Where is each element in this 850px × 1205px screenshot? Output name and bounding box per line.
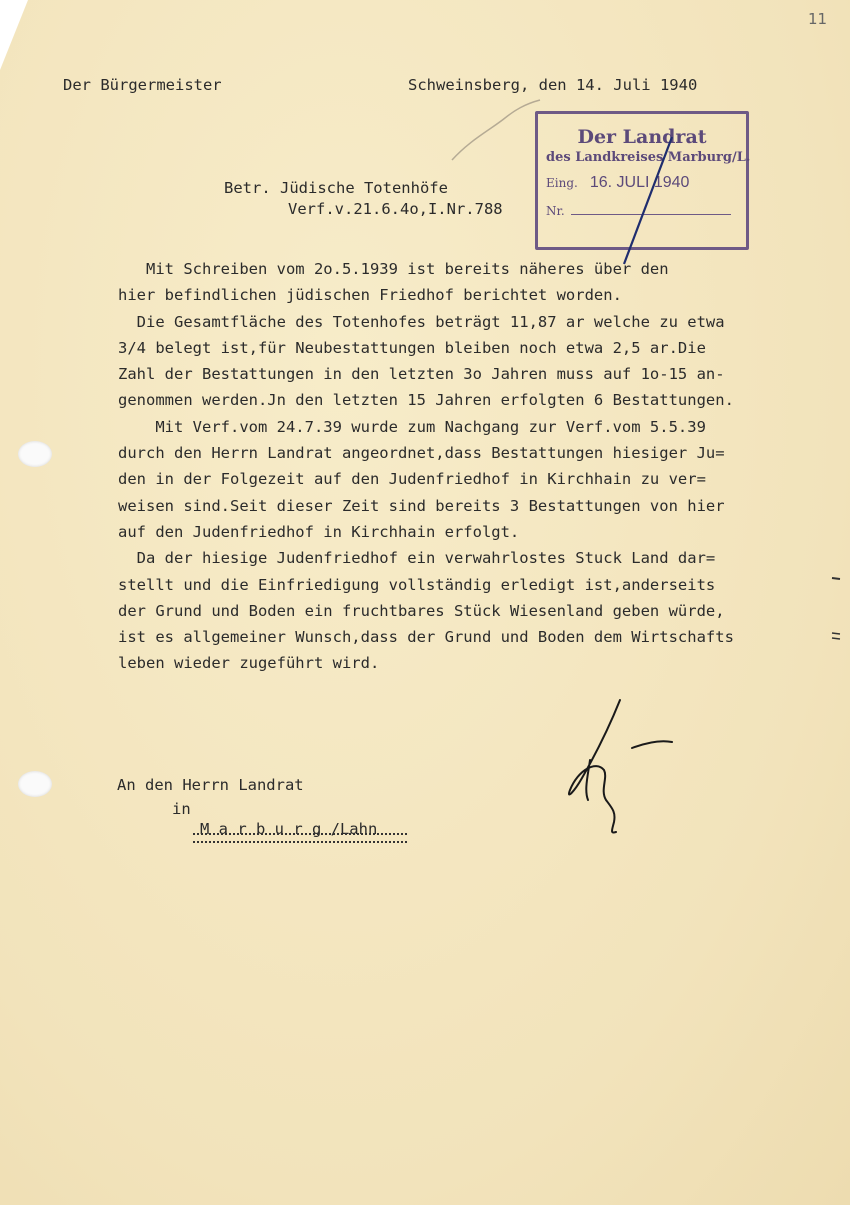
body-line: Mit Schreiben vom 2o.5.1939 ist bereits näheres über den bbox=[118, 260, 669, 278]
subject: Betr. Jüdische Totenhöfe bbox=[224, 179, 448, 197]
body-line: durch den Herrn Landrat angeordnet,dass Bestattungen hiesiger Ju= bbox=[118, 444, 725, 463]
recipient-line-1: An den Herrn Landrat bbox=[117, 776, 304, 794]
stamp-label-nr: Nr. bbox=[546, 204, 565, 218]
body-line: Mit Verf.vom 24.7.39 wurde zum Nachgang zur Verf.vom 5.5.39 bbox=[118, 417, 706, 436]
body-line: Da der hiesige Judenfriedhof ein verwahrlostes Stuck Land dar= bbox=[118, 549, 716, 568]
body-line: Zahl der Bestattungen in den letzten 3o Jahren muss auf 1o-15 an- bbox=[118, 365, 725, 384]
body-line: den in der Folgezeit auf den Judenfriedhof in Kirchhain zu ver= bbox=[118, 470, 706, 489]
stamp-title: Der Landrat bbox=[577, 126, 707, 148]
ink-slash bbox=[624, 137, 672, 264]
recipient-line-2: in bbox=[172, 800, 191, 818]
body-line: der Grund und Boden ein fruchtbares Stück Wiesenland geben würde, bbox=[118, 601, 725, 620]
body-line: genommen werden.Jn den letzten 15 Jahren erfolgten 6 Bestattungen. bbox=[118, 391, 734, 410]
pencil-scribble bbox=[452, 100, 540, 160]
stamp-date: 16. JULI 1940 bbox=[589, 174, 690, 191]
signature-icon bbox=[569, 700, 672, 833]
place-date: Schweinsberg, den 14. Juli 1940 bbox=[408, 76, 698, 94]
body-line: weisen sind.Seit dieser Zeit sind bereits 3 Bestattungen von hier bbox=[118, 496, 725, 515]
recipient-line-3: M a r b u r g /Lahn bbox=[200, 820, 378, 838]
body-line: ist es allgemeiner Wunsch,dass der Grund und Boden dem Wirtschafts bbox=[118, 628, 734, 647]
body-line: Die Gesamtfläche des Totenhofes beträgt 11,87 ar welche zu etwa bbox=[118, 312, 725, 331]
body-line: leben wieder zugeführt wird. bbox=[118, 654, 380, 673]
sender: Der Bürgermeister bbox=[63, 76, 222, 94]
page-number: 11 bbox=[808, 10, 828, 28]
stamp-label-eing: Eing. bbox=[546, 176, 578, 190]
body-line: hier befindlichen jüdischen Friedhof berichtet worden. bbox=[118, 286, 622, 305]
body-line: auf den Judenfriedhof in Kirchhain erfolgt. bbox=[118, 522, 520, 541]
body-line: stellt und die Einfriedigung vollständig erledigt ist,anderseits bbox=[118, 575, 716, 594]
reference: Verf.v.21.6.4o,I.Nr.788 bbox=[288, 200, 503, 218]
stamp-district: des Landkreises Marburg/L. bbox=[546, 150, 751, 165]
margin-mark bbox=[832, 578, 840, 579]
margin-mark bbox=[832, 633, 840, 639]
body-line: 3/4 belegt ist,für Neubestattungen bleiben noch etwa 2,5 ar.Die bbox=[118, 338, 706, 357]
